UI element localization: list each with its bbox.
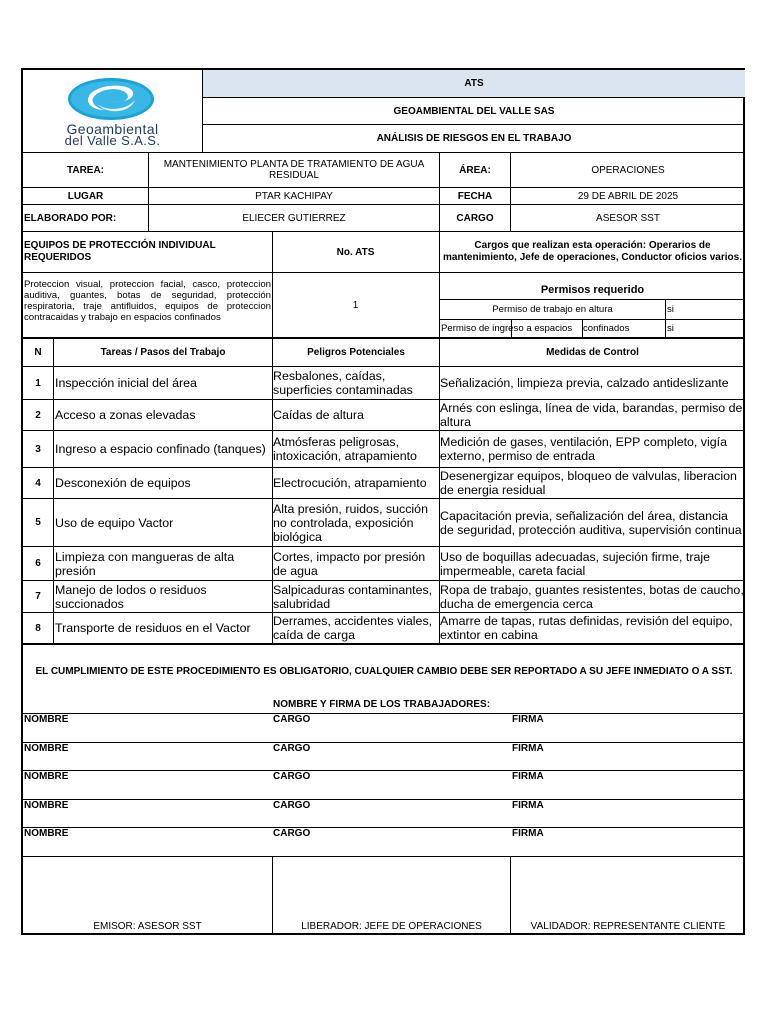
row-control: Desenergizar equipos, bloqueo de valvulas, liberacion de energia residual: [440, 469, 737, 497]
cargos-text: Cargos que realizan esta operación: Operarios de mantenimiento, Jefe de operaciones, Conductor oficios varios.: [443, 240, 742, 263]
row-hazard: Electrocución, atrapamiento: [273, 476, 427, 490]
row-task: Desconexión de equipos: [55, 476, 191, 490]
emisor-box: EMISOR: ASESOR SST: [93, 920, 202, 932]
row-control: Señalización, limpieza previa, calzado antideslizante: [440, 376, 729, 390]
row-task: Uso de equipo Vactor: [55, 515, 174, 530]
cargo-sign-label: CARGO: [273, 800, 311, 811]
row-control: Ropa de trabajo, guantes resistentes, botas de caucho, ducha de emergencia cerca: [440, 582, 744, 611]
cargo-sign-label: CARGO: [273, 743, 311, 754]
nombre-label: NOMBRE: [24, 743, 69, 754]
row-hazard: Atmósferas peligrosas, intoxicación, atrapamiento: [273, 435, 417, 463]
row-control: Medición de gases, ventilación, EPP completo, vigía externo, permiso de entrada: [440, 435, 727, 463]
ats-title: ATS: [203, 70, 745, 97]
nombre-label: NOMBRE: [24, 800, 69, 811]
cargo-sign-label: CARGO: [273, 828, 311, 839]
row-hazard: Alta presión, ruidos, succión no controlada, exposición biológica: [273, 501, 428, 544]
permiso-confinados-value: si: [667, 323, 674, 334]
row-hazard: Cortes, impacto por presión de agua: [273, 549, 426, 578]
no-ats-label: No. ATS: [336, 246, 375, 258]
firma-label: FIRMA: [512, 828, 544, 839]
row-number: 4: [35, 477, 41, 489]
row-hazard: Salpicaduras contaminantes, salubridad: [273, 582, 433, 611]
firma-label: FIRMA: [512, 800, 544, 811]
signatures-title: NOMBRE Y FIRMA DE LOS TRABAJADORES:: [273, 699, 491, 710]
cargo-sign-label: CARGO: [273, 771, 311, 782]
row-control: Uso de boquillas adecuadas, sujeción firme, traje impermeable, careta facial: [440, 549, 710, 578]
row-task: Inspección inicial del área: [55, 376, 197, 390]
liberador-box: LIBERADOR: JEFE DE OPERACIONES: [301, 920, 482, 932]
cargo-sign-label: CARGO: [273, 714, 311, 725]
row-hazard: Derrames, accidentes viales, caída de carga: [273, 614, 433, 642]
elaborado-label: ELABORADO POR:: [24, 212, 117, 224]
row-task: Acceso a zonas elevadas: [55, 408, 196, 422]
nombre-label: NOMBRE: [24, 771, 69, 782]
col-header-hazard: Peligros Potenciales: [307, 347, 405, 358]
lugar-label: LUGAR: [67, 190, 104, 202]
permisos-title: Permisos requerido: [540, 284, 645, 296]
row-task: Manejo de lodos o residuos succionados: [55, 582, 207, 611]
nombre-label: NOMBRE: [24, 714, 69, 725]
col-header-control: Medidas de Control: [546, 347, 639, 358]
firma-label: FIRMA: [512, 714, 544, 725]
logo-text-1: Geoambiental: [66, 120, 159, 137]
firma-label: FIRMA: [512, 771, 544, 782]
row-hazard: Caídas de altura: [273, 408, 364, 422]
logo: [23, 70, 202, 152]
row-control: Amarre de tapas, rutas definidas, revisión del equipo, extintor en cabina: [440, 614, 733, 642]
no-ats-value: 1: [352, 299, 359, 311]
row-number: 6: [35, 558, 41, 569]
area-value: OPERACIONES: [591, 164, 665, 176]
area-label: ÁREA:: [459, 164, 491, 176]
row-number: 2: [35, 409, 41, 421]
permiso-confinados-part1: Permiso de ingreso a espacios: [441, 323, 573, 334]
compliance-notice: EL CUMPLIMIENTO DE ESTE PROCEDIMIENTO ES OBLIGATORIO, CUALQUIER CAMBIO DEBE SER REPORTADO A SU JEFE INMEDIATO O A SST.: [35, 666, 733, 677]
permiso-confinados-part2: confinados: [583, 323, 630, 334]
cargo-label: CARGO: [456, 212, 494, 224]
row-number: 7: [35, 591, 41, 602]
epp-label: EQUIPOS DE PROTECCIÓN INDIVIDUAL REQUERIDOS: [24, 240, 216, 263]
company-name: GEOAMBIENTAL DEL VALLE SAS: [393, 105, 555, 117]
fecha-label: FECHA: [457, 190, 493, 202]
tarea-label: TAREA:: [66, 164, 105, 176]
permiso-confinados: [440, 320, 665, 337]
fecha-value: 29 DE ABRIL DE 2025: [577, 190, 679, 202]
epp-description: Proteccion visual, proteccion facial, casco, proteccion auditiva, guantes, botas de seguridad, protección respiratoria, traje antifluidos, equipos de proteccion contracaidas y trabajo en espacios confinados: [24, 279, 271, 323]
lugar-value: PTAR KACHIPAY: [255, 190, 333, 202]
nombre-label: NOMBRE: [24, 828, 69, 839]
firma-label: FIRMA: [512, 743, 544, 754]
tarea-value: MANTENIMIENTO PLANTA DE TRATAMIENTO DE AGUA RESIDUAL: [163, 159, 425, 181]
row-task: Transporte de residuos en el Vactor: [55, 621, 251, 635]
row-control: Arnés con eslinga, línea de vida, barandas, permiso de altura: [440, 401, 743, 429]
elaborado-value: ELIECER GUTIERREZ: [242, 212, 346, 224]
document-subtitle: ANÁLISIS DE RIESGOS EN EL TRABAJO: [376, 133, 572, 144]
row-hazard: Resbalones, caídas, superficies contaminadas: [273, 369, 413, 397]
row-number: 5: [35, 517, 41, 528]
permiso-altura-value: si: [667, 304, 674, 315]
col-header-n: N: [34, 347, 42, 358]
row-number: 3: [35, 443, 41, 455]
ats-form: [21, 68, 745, 935]
col-header-task: Tareas / Pasos del Trabajo: [100, 347, 226, 358]
validador-box: VALIDADOR: REPRESENTANTE CLIENTE: [530, 920, 726, 932]
row-task: Ingreso a espacio confinado (tanques): [55, 442, 266, 456]
row-control: Capacitación previa, señalización del área, distancia de seguridad, protección auditiva, supervisión continua: [440, 508, 742, 537]
row-number: 1: [35, 377, 41, 389]
logo-text-2: del Valle S.A.S.: [64, 133, 161, 148]
row-task: Limpieza con mangueras de alta presión: [55, 549, 235, 578]
row-number: 8: [35, 622, 41, 634]
cargo-value: ASESOR SST: [596, 212, 660, 224]
permiso-altura: Permiso de trabajo en altura: [492, 304, 613, 315]
